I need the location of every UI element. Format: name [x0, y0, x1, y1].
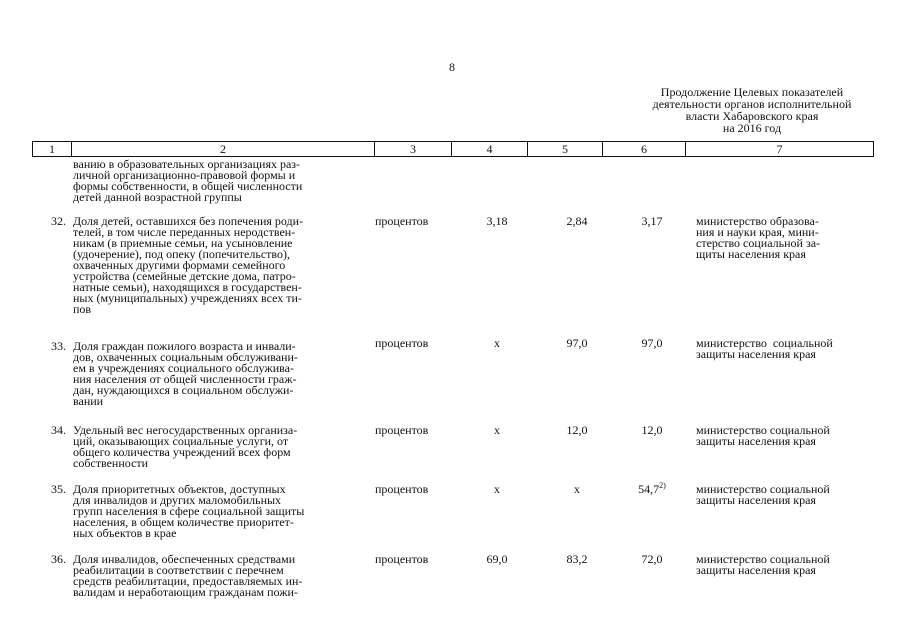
- header-cell: 4: [452, 142, 528, 157]
- unit: процентов: [375, 423, 429, 437]
- org-line: защиты населения края: [696, 493, 816, 507]
- value-text: 54,7: [638, 482, 660, 496]
- text-line: телей, в том числе переданных неродствен-: [73, 225, 296, 239]
- text-line: средств реабилитации, предоставляемых ин-: [73, 574, 303, 588]
- text-line: вании: [73, 394, 104, 408]
- org-line: защиты населения края: [696, 563, 816, 577]
- text-line: общего количества учреждений всех форм: [73, 445, 291, 459]
- value-col5: 2,84: [566, 214, 588, 228]
- text-line: реабилитации в соответствии с перечнем: [73, 563, 284, 577]
- text-line: ных (муниципальных) учреждениях всех ти-: [73, 291, 302, 305]
- value-col6: [612, 425, 692, 436]
- indicator-text: [73, 554, 364, 598]
- row-number: 35.: [51, 482, 66, 496]
- text-line: для инвалидов и других маломобильных: [73, 493, 282, 507]
- value-col5: х: [574, 482, 580, 496]
- text-line: ванию в образовательных организациях раз-: [73, 157, 301, 171]
- row-number: 36.: [51, 552, 66, 566]
- org-line: министерство социальной: [696, 552, 830, 566]
- row-number: 32.: [51, 214, 66, 228]
- org-line: защиты населения края: [696, 434, 816, 448]
- text-line: натные семьи), находящихся в государствен-: [73, 280, 302, 294]
- text-line: ния населения от общей численности граж-: [73, 372, 297, 386]
- text-line: населения, в общем количестве приоритет-: [73, 515, 294, 529]
- header-cell: 2: [72, 142, 375, 157]
- org-line: ния и науки края, мини-: [696, 225, 819, 239]
- continuation-line: Продолжение Целевых показателей: [660, 85, 844, 99]
- text-line: Удельный вес негосударственных организа-: [73, 423, 298, 437]
- row-number: 34.: [51, 423, 66, 437]
- value-col4: 69,0: [486, 552, 508, 566]
- text-line: ций, оказывающих социальные услуги, от: [73, 434, 289, 448]
- org-line: защиты населения края: [696, 347, 816, 361]
- text-line: валидам и неработающим гражданам пожи-: [73, 585, 298, 599]
- value-col5: 83,2: [566, 552, 588, 566]
- text-line: дан, нуждающихся в социальном обслужи-: [73, 383, 294, 397]
- continuation-line: на 2016 год: [722, 121, 782, 135]
- responsible-org: [696, 216, 872, 260]
- unit: процентов: [375, 214, 429, 228]
- indicator-text: [73, 484, 364, 539]
- value-col6: [612, 554, 692, 565]
- responsible-org: [696, 425, 872, 447]
- text-line: пов: [73, 302, 92, 316]
- continuation-line: власти Хабаровского края: [685, 109, 819, 123]
- text-line: дов, охваченных социальным обслуживани-: [73, 350, 298, 364]
- text-line: Доля приоритетных объектов, доступных: [73, 482, 286, 496]
- header-cell: 1: [33, 142, 72, 157]
- value-text: 3,17: [641, 214, 663, 228]
- unit: процентов: [375, 336, 429, 350]
- responsible-org: [696, 338, 872, 360]
- indicator-text: [73, 425, 364, 469]
- header-cell: 6: [603, 142, 686, 157]
- indicator-text: [73, 159, 364, 203]
- org-line: щиты населения края: [696, 247, 806, 261]
- header-cell: 3: [375, 142, 452, 157]
- footnote-mark: 2): [659, 481, 666, 490]
- text-line: устройства (семейные детские дома, патро-: [73, 269, 296, 283]
- text-line: групп населения в сфере социальной защиты: [73, 504, 305, 518]
- value-col4: х: [494, 336, 500, 350]
- value-col6: [612, 338, 692, 349]
- text-line: Доля детей, оставшихся без попечения роди-: [73, 214, 304, 228]
- value-col5: 97,0: [566, 336, 588, 350]
- text-line: Доля граждан пожилого возраста и инвали-: [73, 339, 296, 353]
- value-text: 72,0: [641, 552, 663, 566]
- text-line: (удочерение), под опеку (попечительство),: [73, 247, 290, 261]
- continuation-heading: [632, 86, 872, 134]
- text-line: охваченных другими формами семейного: [73, 258, 286, 272]
- header-cell: 5: [528, 142, 603, 157]
- continuation-line: деятельности органов исполнительной: [652, 97, 852, 111]
- value-col6: [612, 216, 692, 227]
- org-line: министерство социальной: [696, 423, 830, 437]
- text-line: Доля инвалидов, обеспеченных средствами: [73, 552, 296, 566]
- column-number-header: [32, 141, 874, 157]
- unit: процентов: [375, 482, 429, 496]
- value-text: 97,0: [641, 336, 663, 350]
- org-line: министерство социальной: [696, 482, 830, 496]
- org-line: министерство образова-: [696, 214, 819, 228]
- text-line: формы собственности, в общей численности: [73, 179, 303, 193]
- org-line: стерство социальной за-: [696, 236, 821, 250]
- value-col5: 12,0: [566, 423, 588, 437]
- text-line: собственности: [73, 456, 149, 470]
- text-line: никам (в приемные семьи, на усыновление: [73, 236, 293, 250]
- text-line: личной организационно-правовой формы и: [73, 168, 296, 182]
- indicator-text: [73, 341, 364, 407]
- unit: процентов: [375, 552, 429, 566]
- org-line: министерство социальной: [696, 336, 833, 350]
- text-line: детей данной возрастной группы: [73, 190, 242, 204]
- value-col4: 3,18: [486, 214, 508, 228]
- responsible-org: [696, 484, 872, 506]
- value-col4: х: [494, 482, 500, 496]
- value-col4: х: [494, 423, 500, 437]
- value-text: 12,0: [641, 423, 663, 437]
- text-line: ных объектов в крае: [73, 526, 177, 540]
- header-cell: 7: [686, 142, 874, 157]
- value-col6: [612, 481, 692, 496]
- responsible-org: [696, 554, 872, 576]
- text-line: ем в учреждениях социального обслужива-: [73, 361, 294, 375]
- indicator-text: [73, 216, 364, 315]
- page-number: 8: [449, 60, 455, 74]
- row-number: 33.: [51, 339, 66, 353]
